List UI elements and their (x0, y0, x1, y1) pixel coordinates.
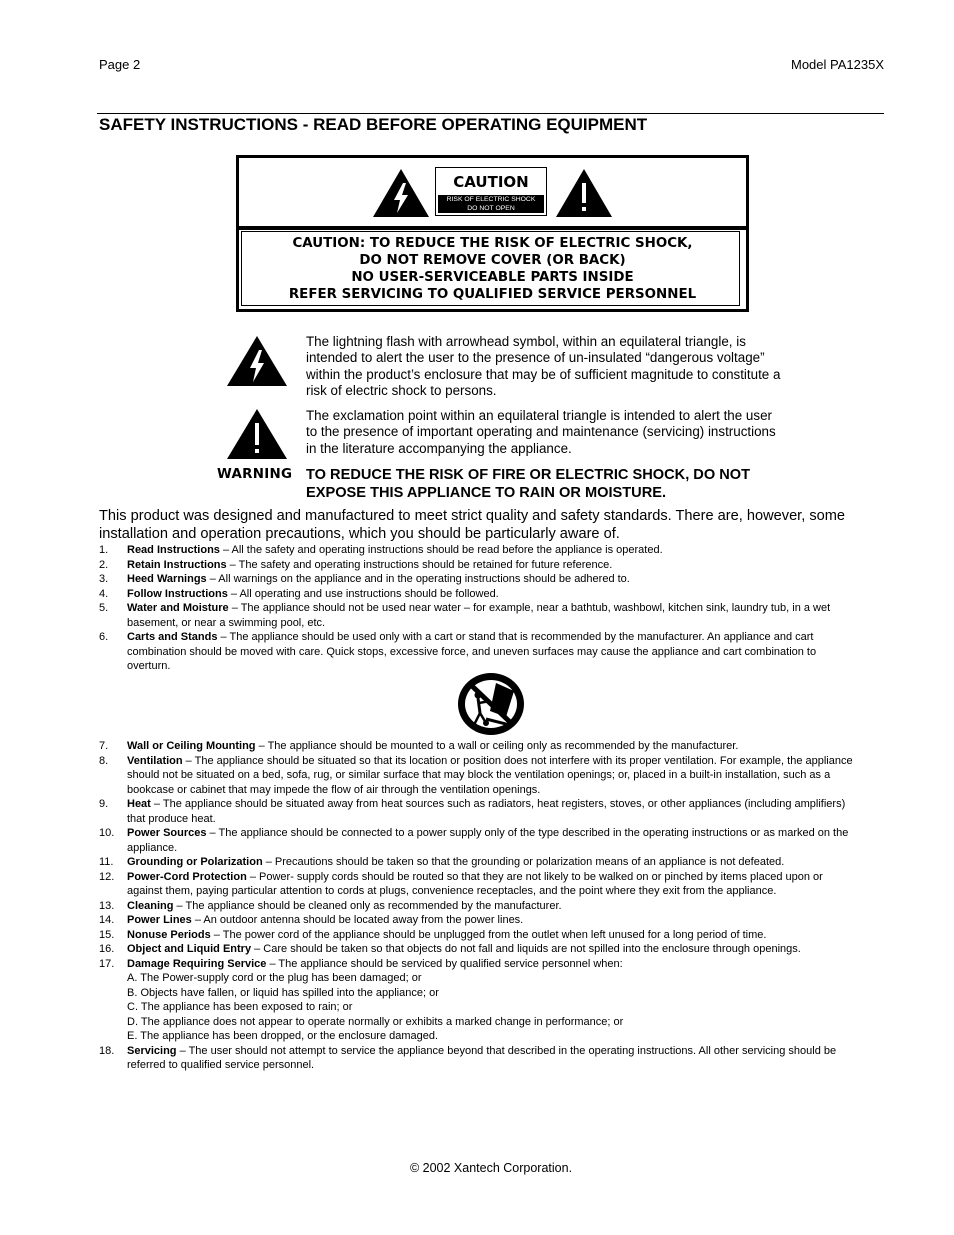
item-title: Heed Warnings (127, 573, 207, 585)
item-title: Object and Liquid Entry (127, 943, 252, 955)
safety-list-part-2 (99, 739, 859, 1073)
caution-panel (236, 155, 749, 312)
caution-panel-top (239, 158, 746, 226)
list-item (99, 1000, 859, 1015)
list-item (99, 826, 859, 855)
caution-divider (239, 226, 746, 230)
caution-line-4: REFER SERVICING TO QUALIFIED SERVICE PERSONNEL (288, 287, 697, 302)
caution-line-2: DO NOT REMOVE COVER (OR BACK) (359, 253, 626, 268)
list-item (99, 928, 859, 943)
item-number: 2. (99, 558, 109, 571)
item-title: Grounding or Polarization (127, 856, 263, 868)
lightning-triangle-icon (372, 168, 430, 218)
caution-label-plate (435, 167, 547, 216)
item-number-spacer (99, 1029, 127, 1044)
list-item (99, 971, 859, 986)
item-text: – The appliance should be serviced by qualified service personnel when: (266, 957, 623, 970)
item-body (127, 572, 859, 587)
item-text: – The appliance should be cleaned only as recommended by the manufacturer. (173, 899, 562, 912)
lightning-symbol-description: The lightning flash with arrowhead symbol, within an equilateral triangle, is intended to alert the user to the presence of un-insulated “dangerous voltage” within the product’s enclosure that may be of sufficient magnitude to constitute a risk of electric shock to persons. (306, 334, 781, 399)
warning-text: TO REDUCE THE RISK OF FIRE OR ELECTRIC SHOCK, DO NOT EXPOSE THIS APPLIANCE TO RAIN OR MOISTURE. (306, 467, 751, 501)
exclamation-symbol-icon (226, 408, 288, 460)
item-text: – The safety and operating instructions should be retained for future reference. (226, 558, 613, 571)
item-number: 3. (99, 573, 109, 585)
item-body (127, 870, 859, 899)
cart-tipover-warning-icon (456, 671, 526, 737)
item-text: – An outdoor antenna should be located away from the power lines. (191, 914, 524, 926)
item-title: Servicing (127, 1044, 177, 1057)
item-text: – All the safety and operating instructions should be read before the appliance is operated. (219, 544, 663, 556)
item-body (127, 543, 859, 558)
item-number: 16. (99, 943, 115, 955)
item-number-spacer (99, 971, 127, 986)
page-title: SAFETY INSTRUCTIONS - READ BEFORE OPERATING EQUIPMENT (99, 115, 648, 134)
item-title: Follow Instructions (127, 587, 228, 600)
list-item (99, 855, 859, 870)
item-number: 13. (99, 899, 115, 912)
item-body (127, 630, 859, 674)
caution-sublabel (438, 195, 544, 213)
item-title: Damage Requiring Service (127, 957, 267, 970)
item-title: Power Lines (127, 914, 192, 926)
item-number: 6. (99, 631, 109, 643)
item-title: Read Instructions (127, 544, 220, 556)
item-number: 18. (99, 1044, 115, 1057)
item-text: – Care should be taken so that objects do not fall and liquids are not spilled into the enclosure through openings. (251, 943, 801, 955)
list-item (99, 739, 859, 754)
caution-text (239, 235, 746, 303)
item-text: – The appliance should be used only with a cart or stand that is recommended by the manufacturer. An appliance and cart combination should be moved with care. Quick stops, excessive force, and uneven surfaces may cause the appliance and cart combination to overturn. (127, 631, 817, 672)
caution-word: CAUTION (438, 170, 544, 194)
item-number-spacer (99, 1000, 127, 1015)
item-body (127, 601, 859, 630)
item-number: 1. (99, 544, 109, 556)
item-text: – All operating and use instructions should be followed. (227, 587, 499, 600)
item-body (127, 826, 859, 855)
item-body (127, 957, 859, 972)
item-number-spacer (99, 986, 127, 1001)
item-number-spacer (99, 1015, 127, 1030)
item-text: – Power- supply cords should be routed so that they are not likely to be walked on or pinched by items placed upon or against them, paying particular attention to cords at plugs, convenience receptacles, and the point where they exit from the appliance. (127, 870, 823, 897)
item-title: Heat (127, 798, 151, 810)
item-text: – The appliance should be connected to a power supply only of the type described in the operating instructions or as marked on the appliance. (127, 827, 849, 854)
list-item (99, 543, 859, 558)
caution-sublabel-line-2: DO NOT OPEN (467, 205, 515, 212)
item-number: 14. (99, 914, 115, 926)
item-text: – The power cord of the appliance should be unplugged from the outlet when left unused for a long period of time. (210, 928, 767, 941)
list-item (99, 1015, 859, 1030)
item-title: Power-Cord Protection (127, 870, 247, 883)
damage-subitem: B. Objects have fallen, or liquid has spilled into the appliance; or (127, 986, 439, 999)
list-item (99, 899, 859, 914)
item-text: – The user should not attempt to service the appliance beyond that described in the operating instructions. All other servicing should be referred to qualified service personnel. (127, 1044, 837, 1071)
item-title: Carts and Stands (127, 631, 218, 643)
damage-subitem: A. The Power-supply cord or the plug has been damaged; or (127, 972, 422, 984)
damage-subitem: D. The appliance does not appear to operate normally or exhibits a marked change in performance; or (127, 1015, 624, 1028)
list-item (99, 558, 859, 573)
item-number: 4. (99, 587, 109, 600)
list-item (99, 587, 859, 602)
item-number: 10. (99, 827, 115, 839)
list-item (99, 754, 859, 798)
list-item (99, 572, 859, 587)
damage-subitem: E. The appliance has been dropped, or the enclosure damaged. (127, 1030, 439, 1042)
list-item (99, 630, 859, 674)
item-text: – The appliance should be situated away from heat sources such as radiators, heat registers, stoves, or other appliances (including amplifiers) that produce heat. (127, 798, 846, 825)
exclamation-symbol-description: The exclamation point within an equilateral triangle is intended to alert the user to the presence of important operating and maintenance (servicing) instructions in the literature accompanying the appliance. (306, 408, 776, 456)
list-item (99, 797, 859, 826)
item-title: Power Sources (127, 827, 207, 839)
item-number: 7. (99, 740, 109, 752)
item-body (127, 754, 859, 798)
item-title: Water and Moisture (127, 602, 229, 614)
item-body (127, 942, 859, 957)
item-body (127, 739, 859, 754)
item-number: 5. (99, 602, 109, 614)
list-item (99, 942, 859, 957)
copyright-footer: © 2002 Xantech Corporation. (409, 1161, 573, 1175)
list-item (99, 957, 859, 972)
list-item (99, 986, 859, 1001)
item-text: – All warnings on the appliance and in the operating instructions should be adhered to. (206, 573, 630, 585)
exclamation-triangle-icon (555, 168, 613, 218)
item-text: – The appliance should be situated so that its location or position does not interfere with its proper ventilation. For example, the appliance should not be situated on a bed, sofa, rug, or similar surface that may block the ventilation openings; or, placed in a built-in installation, such as a bookcase or cabinet that may impede the flow of air through the ventilation openings. (127, 754, 853, 796)
item-number: 8. (99, 754, 109, 767)
item-text: – Precautions should be taken so that the grounding or polarization means of an appliance is not defeated. (262, 856, 785, 868)
list-item (99, 601, 859, 630)
item-number: 17. (99, 957, 115, 970)
lightning-symbol-icon (226, 335, 288, 387)
item-title: Nonuse Periods (127, 928, 211, 941)
item-title: Ventilation (127, 754, 183, 767)
item-title: Cleaning (127, 899, 174, 912)
item-number: 9. (99, 798, 109, 810)
item-text: – The appliance should be mounted to a wall or ceiling only as recommended by the manufacturer. (255, 740, 739, 752)
model-number: Model PA1235X (791, 57, 884, 72)
caution-sublabel-line-1: RISK OF ELECTRIC SHOCK (446, 196, 536, 203)
safety-list-part-1 (99, 543, 859, 674)
caution-line-3: NO USER-SERVICEABLE PARTS INSIDE (351, 270, 634, 285)
intro-paragraph: This product was designed and manufactured to meet strict quality and safety standards. There are, however, some installation and operation precautions, which you should be particularly aware of. (99, 508, 846, 542)
list-item (99, 913, 859, 928)
item-body (127, 928, 859, 943)
list-item (99, 1044, 859, 1073)
item-body (127, 558, 859, 573)
page-number: Page 2 (99, 57, 141, 72)
item-body (127, 855, 859, 870)
damage-subitem: C. The appliance has been exposed to rain; or (127, 1001, 353, 1013)
list-item (99, 1029, 859, 1044)
caution-line-1: CAUTION: TO REDUCE THE RISK OF ELECTRIC SHOCK, (292, 236, 693, 251)
item-number: 12. (99, 870, 115, 883)
warning-label: WARNING (217, 467, 293, 482)
item-body (127, 587, 859, 602)
item-number: 15. (99, 928, 115, 941)
item-text: – The appliance should not be used near water – for example, near a bathtub, washbowl, kitchen sink, laundry tub, in a wet basement, or near a swimming pool, etc. (127, 602, 831, 629)
item-title: Wall or Ceiling Mounting (127, 740, 256, 752)
header-rule (97, 113, 884, 114)
item-body (127, 797, 859, 826)
item-body (127, 1044, 859, 1073)
list-item (99, 870, 859, 899)
item-body (127, 913, 859, 928)
item-body (127, 899, 859, 914)
item-number: 11. (99, 856, 114, 868)
item-title: Retain Instructions (127, 558, 227, 571)
